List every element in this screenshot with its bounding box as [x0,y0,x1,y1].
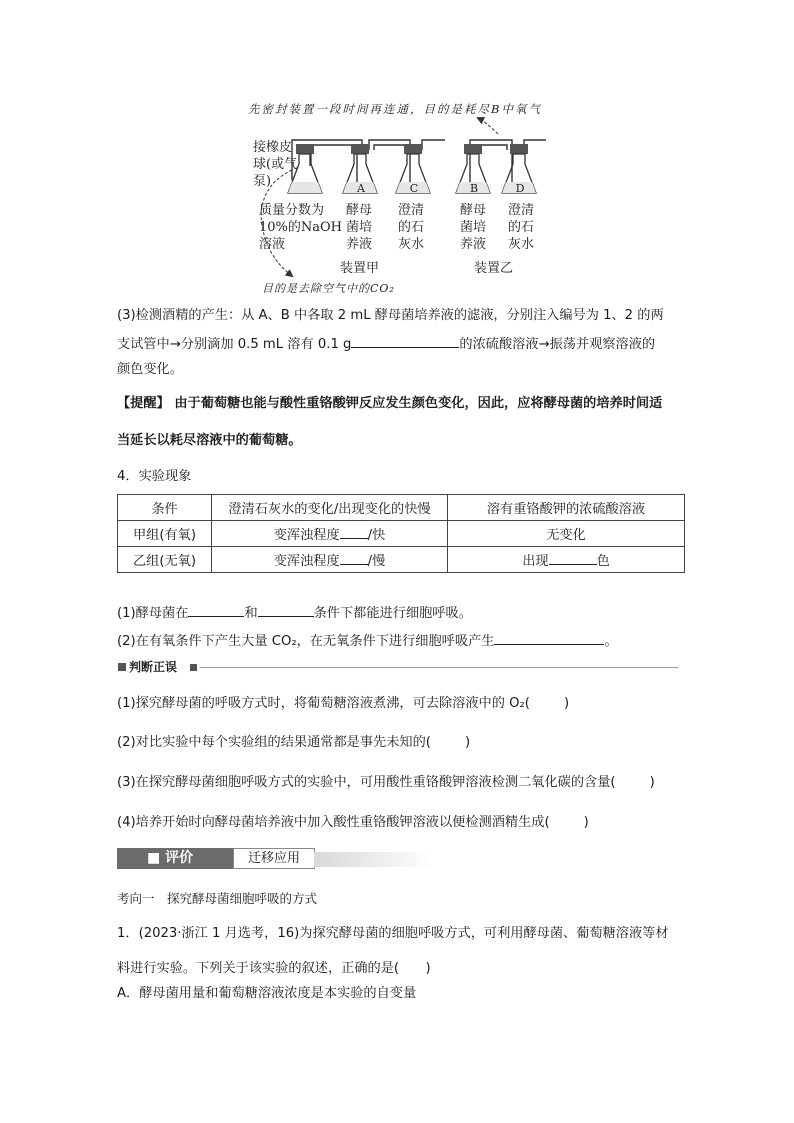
lime-d-label-1: 澄清 [508,203,535,218]
table-row [118,547,685,573]
judge-item-4 [117,813,589,833]
para3-line3: 颜色变化。 [117,362,183,377]
judge-title: 判断正误 [129,660,178,674]
observation-table [117,494,685,573]
judge-item-2-text: (2)对比实验中每个实验组的结果通常都是事先未知的( [117,735,431,750]
direction-heading: 考向一 探究酵母菌细胞呼吸的方式 [117,891,318,906]
table-header-row [118,495,685,521]
pump-label-1: 接橡皮 [253,140,293,155]
para3-line2 [117,333,655,355]
row1-lime-b: /快 [367,528,386,543]
header-condition: 条件 [118,495,212,521]
row1-condition: 甲组(有氧) [118,521,212,547]
judge-item-3-text: (3)在探究酵母菌细胞呼吸方式的实验中，可用酸性重铬酸钾溶液检测二氧化碳的含量( [117,775,616,790]
eval-tab-label: ■ 评价 [147,850,194,866]
tip-line1 [117,394,662,414]
naoh-label-3: 溶液 [259,237,286,252]
header-lime: 澄清石灰水的变化/出现变化的快慢 [212,495,448,521]
conclusion-1-blank-2[interactable] [258,602,314,617]
device-yi-label: 装置乙 [474,261,514,276]
figure-bottom-note: 目的是去除空气中的CO₂ [262,282,395,295]
question1-option-a: A．酵母菌用量和葡萄糖溶液浓度是本实验的自变量 [117,986,417,1001]
flask-letter-a: A [357,182,365,195]
judge-item-1 [117,694,569,714]
conclusion-1-a: (1)酵母菌在 [117,606,189,621]
yeast-b-label-1: 酵母 [460,203,487,218]
yeast-a-label-2: 菌培 [346,220,373,235]
conclusion-2 [117,630,618,652]
apparatus-figure [0,0,794,300]
question1-line1: 1．(2023·浙江 1 月选考，16)为探究酵母菌的细胞呼吸方式，可利用酵母菌、葡萄糖溶液等材 [117,926,669,941]
yeast-a-label-1: 酵母 [346,203,373,218]
row2-color-blank[interactable] [549,550,597,565]
judge-item-2-close: ) [464,735,471,750]
conclusion-2-blank[interactable] [494,630,604,645]
pump-label-2: 球(或气 [253,157,298,172]
eval-tab [117,848,233,869]
row1-lime-a: 变浑浊程度 [273,528,340,543]
question1-line2: 料进行实验。下列关于该实验的叙述，正确的是( ) [117,961,431,976]
judge-item-1-close: ) [563,696,570,711]
row2-lime-b: /慢 [367,554,386,569]
row1-lime-blank[interactable] [340,524,368,539]
para3-line2-a: 支试管中→分别滴加 0.5 mL 溶有 0.1 g [117,337,352,352]
header-dichromate: 溶有重铬酸钾的浓硫酸溶液 [448,495,685,521]
conclusion-1 [117,602,472,624]
row2-dichromate [448,547,685,573]
row2-lime-a: 变浑浊程度 [273,554,340,569]
transfer-tab: 迁移应用 [233,848,315,869]
judge-item-4-text: (4)培养开始时向酵母菌培养液中加入酸性重铬酸钾溶液以便检测酒精生成( [117,815,550,830]
naoh-label-1: 质量分数为 [259,203,325,218]
row1-dichromate: 无变化 [448,521,685,547]
flask-letter-b: B [469,182,479,195]
pump-label-3: 泵) [253,174,272,189]
tip-label: 【提醒】 [117,396,170,411]
judge-item-3-close: ) [649,775,655,790]
row2-dichromate-b: 色 [596,554,610,569]
judge-divider [200,667,678,668]
lime-c-label-2: 的石 [398,220,425,235]
tip-text-1: 由于葡萄糖也能与酸性重铬酸钾反应发生颜色变化，因此，应将酵母菌的培养时间适 [169,396,663,411]
table-row [118,521,685,547]
row1-lime [212,521,448,547]
lime-c-label-3: 灰水 [398,237,425,252]
reagent-blank[interactable] [351,333,459,348]
conclusion-1-c: 条件下都能进行细胞呼吸。 [313,606,472,621]
row2-dichromate-a: 出现 [522,554,549,569]
row2-condition: 乙组(无氧) [118,547,212,573]
para3-line1: (3)检测酒精的产生：从 A、B 中各取 2 mL 酵母菌培养液的滤液，分别注入编号为 1、2 的两 [117,308,664,323]
naoh-label-2: 10%的NaOH [259,220,343,235]
conclusion-1-blank-1[interactable] [188,602,244,617]
eval-banner-shade [314,852,434,867]
lime-d-label-3: 灰水 [508,237,535,252]
tip-line2: 当延长以耗尽溶液中的葡萄糖。 [117,433,302,448]
flask-letter-d: D [515,182,525,195]
yeast-a-label-3: 养液 [346,237,373,252]
lime-c-label-1: 澄清 [398,203,425,218]
judge-square-icon [118,663,126,671]
judge-item-1-text: (1)探究酵母菌的呼吸方式时，将葡萄糖溶液煮沸，可去除溶液中的 O₂( [117,696,530,711]
judge-item-4-close: ) [583,815,589,830]
judge-item-3 [117,773,655,793]
device-jia-label: 装置甲 [340,261,380,276]
yeast-b-label-3: 养液 [460,237,487,252]
row2-lime-blank[interactable] [340,550,368,565]
conclusion-2-b: 。 [604,634,618,649]
flask-letter-c: C [409,182,419,195]
top-note-arrow [478,118,498,134]
section4-title: 4．实验现象 [117,469,192,484]
figure-top-note: 先密封装置一段时间再连通，目的是耗尽B中氧气 [248,102,542,116]
para3-line2-b: 的浓硫酸溶液→振荡并观察溶液的 [459,337,656,352]
conclusion-2-a: (2)在有氧条件下产生大量 CO₂，在无氧条件下进行细胞呼吸产生 [117,634,495,649]
judge-item-2 [117,733,470,753]
yeast-b-label-2: 菌培 [460,220,487,235]
lime-d-label-2: 的石 [508,220,535,235]
conclusion-1-b: 和 [244,606,258,621]
row2-lime [212,547,448,573]
judge-end-square-icon [190,664,197,671]
